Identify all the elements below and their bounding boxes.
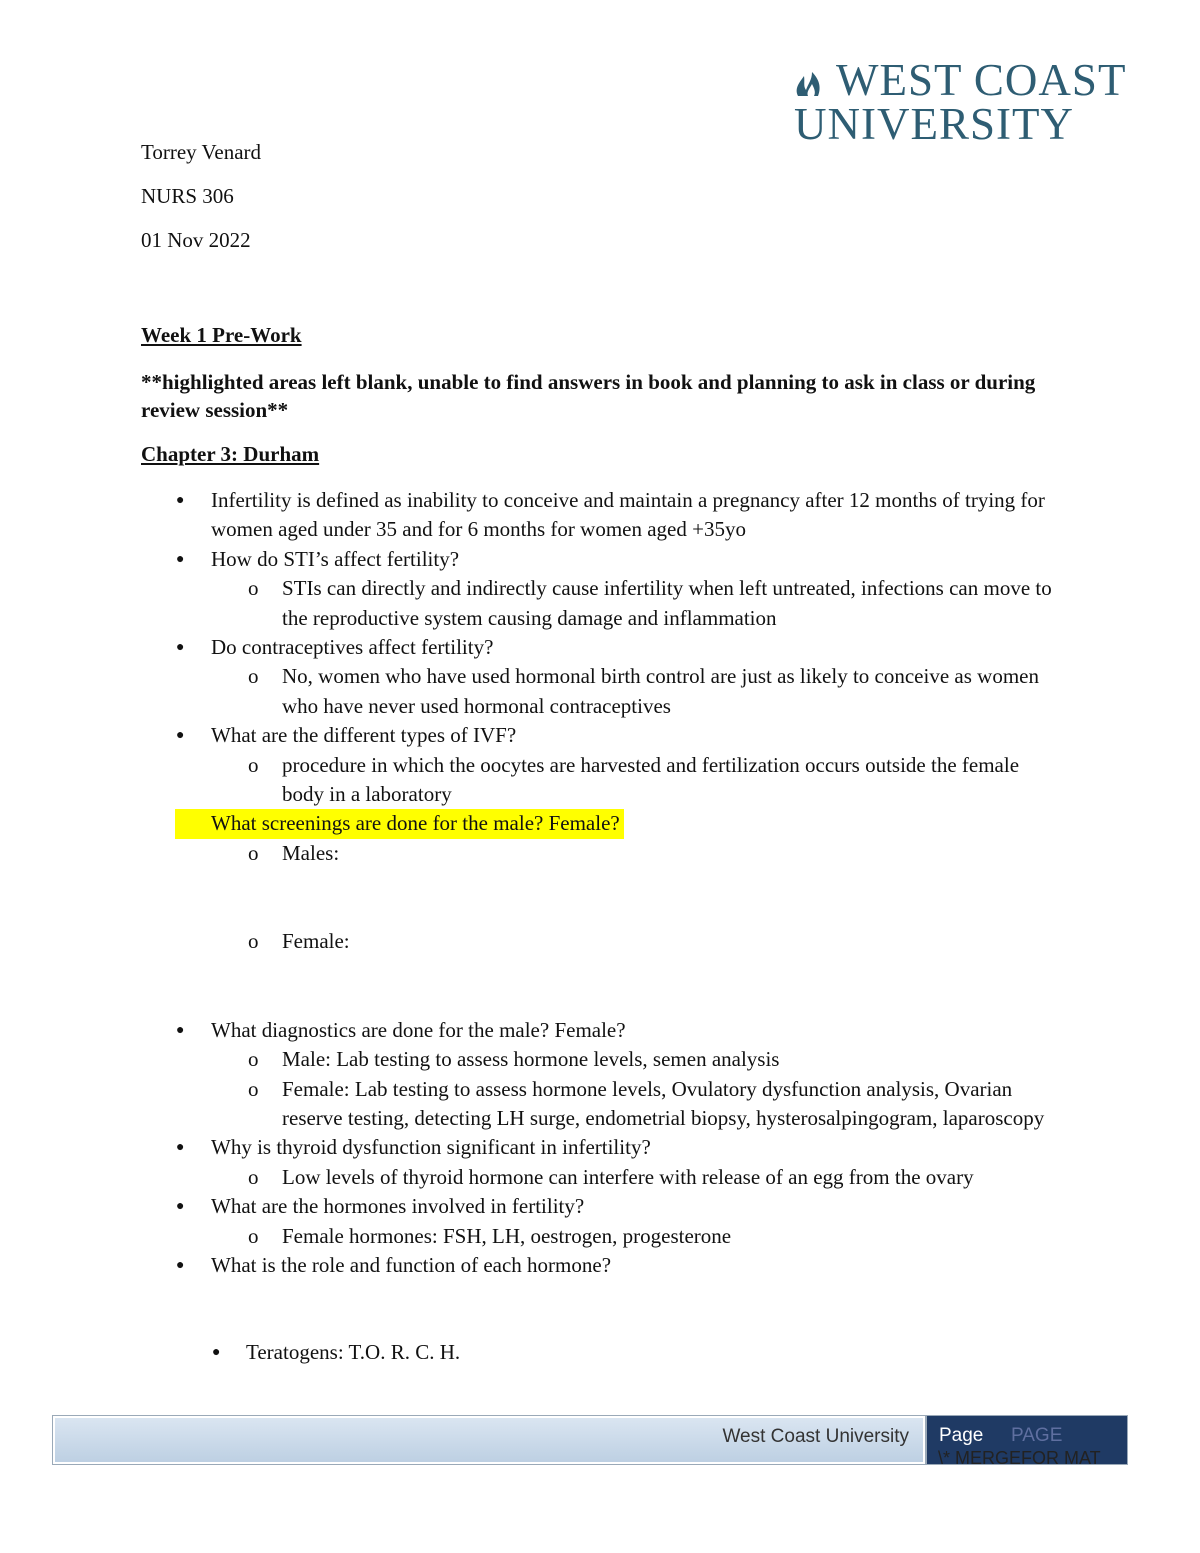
- logo-line-2: UNIVERSITY: [794, 99, 1074, 149]
- sub-bullet-marker: o: [248, 840, 259, 865]
- bullet-marker: ●: [176, 640, 185, 656]
- sub-bullet-marker: o: [248, 752, 259, 777]
- sub-list-item: [0, 574, 1062, 633]
- university-logo: [792, 55, 1162, 149]
- sub-list-item: [0, 662, 1062, 721]
- highlight-note: **highlighted areas left blank, unable to find answers in book and planning to ask in class or during review session**: [141, 370, 1036, 422]
- item-text: Female:: [282, 929, 350, 954]
- course-code: NURS 306: [141, 184, 234, 208]
- document-date: 01 Nov 2022: [141, 228, 251, 252]
- footer-field-overflow: \* MERGEFOR MAT: [938, 1448, 1101, 1468]
- sub-bullet-marker: o: [248, 1076, 259, 1101]
- item-text: What diagnostics are done for the male? Female?: [211, 1017, 626, 1042]
- item-text: No, women who have used hormonal birth control are just as likely to conceive as women who have never used hormonal contraceptives: [282, 664, 1039, 718]
- chapter-heading: Chapter 3: Durham: [141, 442, 320, 466]
- footer-university: West Coast University: [722, 1426, 909, 1447]
- list-item: [0, 633, 1061, 662]
- sub-bullet-marker: o: [248, 576, 259, 601]
- sub-list-item: [0, 1163, 1062, 1192]
- item-text: What is the role and function of each hormone?: [211, 1252, 612, 1277]
- bullet-marker: ●: [176, 1022, 185, 1038]
- sub-bullet-marker: o: [248, 1223, 259, 1248]
- bullet-marker: ●: [176, 1140, 185, 1156]
- sub-list-item: [0, 1222, 1062, 1251]
- document-title: Week 1 Pre-Work: [141, 323, 302, 347]
- bullet-marker: ●: [176, 1199, 185, 1215]
- bullet-marker: ●: [176, 493, 185, 508]
- item-text: procedure in which the oocytes are harvested and fertilization occurs outside the female body in a laboratory: [282, 752, 1020, 807]
- highlight: [175, 809, 624, 838]
- list-item: [0, 721, 1061, 750]
- sub-bullet-marker: o: [248, 929, 259, 954]
- bullet-marker: ●: [176, 1257, 185, 1273]
- sub-bullet-marker: o: [248, 664, 259, 689]
- list-item: [0, 1338, 1066, 1367]
- bullet-marker: ●: [176, 551, 185, 567]
- notes-list: [0, 486, 1200, 1368]
- logo-line-1: WEST COAST: [836, 55, 1127, 105]
- sub-bullet-marker: o: [248, 1047, 259, 1072]
- item-text: Why is thyroid dysfunction significant in infertility?: [211, 1135, 651, 1160]
- footer-page-label: Page: [939, 1425, 984, 1446]
- bullet-marker: ●: [176, 728, 185, 744]
- list-item: [0, 1133, 1061, 1162]
- sub-list-item: [0, 1075, 1062, 1134]
- item-text: Female hormones: FSH, LH, oestrogen, progesterone: [282, 1223, 732, 1248]
- item-text: STIs can directly and indirectly cause infertility when left untreated, infections can move to the reproductive system causing damage and inflammation: [282, 576, 1052, 630]
- sub-list-item: [0, 927, 1062, 956]
- header-block: [141, 142, 261, 274]
- item-text: Infertility is defined as inability to conceive and maintain a pregnancy after 12 months of trying for women aged under 35 and for 6 months for women aged +35yo: [211, 488, 1045, 542]
- list-item: [0, 545, 1061, 574]
- item-text: Teratogens: T.O. R. C. H.: [246, 1340, 461, 1365]
- item-text: What are the hormones involved in fertility?: [211, 1194, 585, 1219]
- list-item: [0, 486, 1061, 545]
- list-item: [0, 1251, 1061, 1280]
- item-text: Male: Lab testing to assess hormone levels, semen analysis: [282, 1047, 780, 1072]
- bullet-marker: ●: [212, 1345, 221, 1361]
- sub-bullet-marker: o: [248, 1164, 259, 1189]
- student-name: Torrey Venard: [141, 140, 262, 164]
- item-text: Males:: [282, 840, 340, 865]
- item-text: Do contraceptives affect fertility?: [211, 635, 494, 660]
- list-item: [0, 1016, 1061, 1045]
- highlighted-list-item: [0, 809, 1061, 838]
- item-text: What screenings are done for the male? Female?: [211, 811, 620, 836]
- item-text: How do STI’s affect fertility?: [211, 546, 460, 571]
- footer-page-field: PAGE: [1011, 1425, 1063, 1446]
- sub-list-item: [0, 839, 1062, 868]
- footer-bar: [52, 1415, 926, 1465]
- sub-list-item: [0, 1045, 1062, 1074]
- item-text: Female: Lab testing to assess hormone levels, Ovulatory dysfunction analysis, Ovarian reserve testing, detecting LH surge, endometrial biopsy, hysterosalpingogram, laparoscopy: [282, 1076, 1045, 1130]
- flame-icon: [792, 64, 826, 98]
- list-item: [0, 1192, 1061, 1221]
- item-text: What are the different types of IVF?: [211, 723, 517, 748]
- item-text: Low levels of thyroid hormone can interfere with release of an egg from the ovary: [282, 1164, 974, 1189]
- sub-list-item: [0, 751, 1062, 810]
